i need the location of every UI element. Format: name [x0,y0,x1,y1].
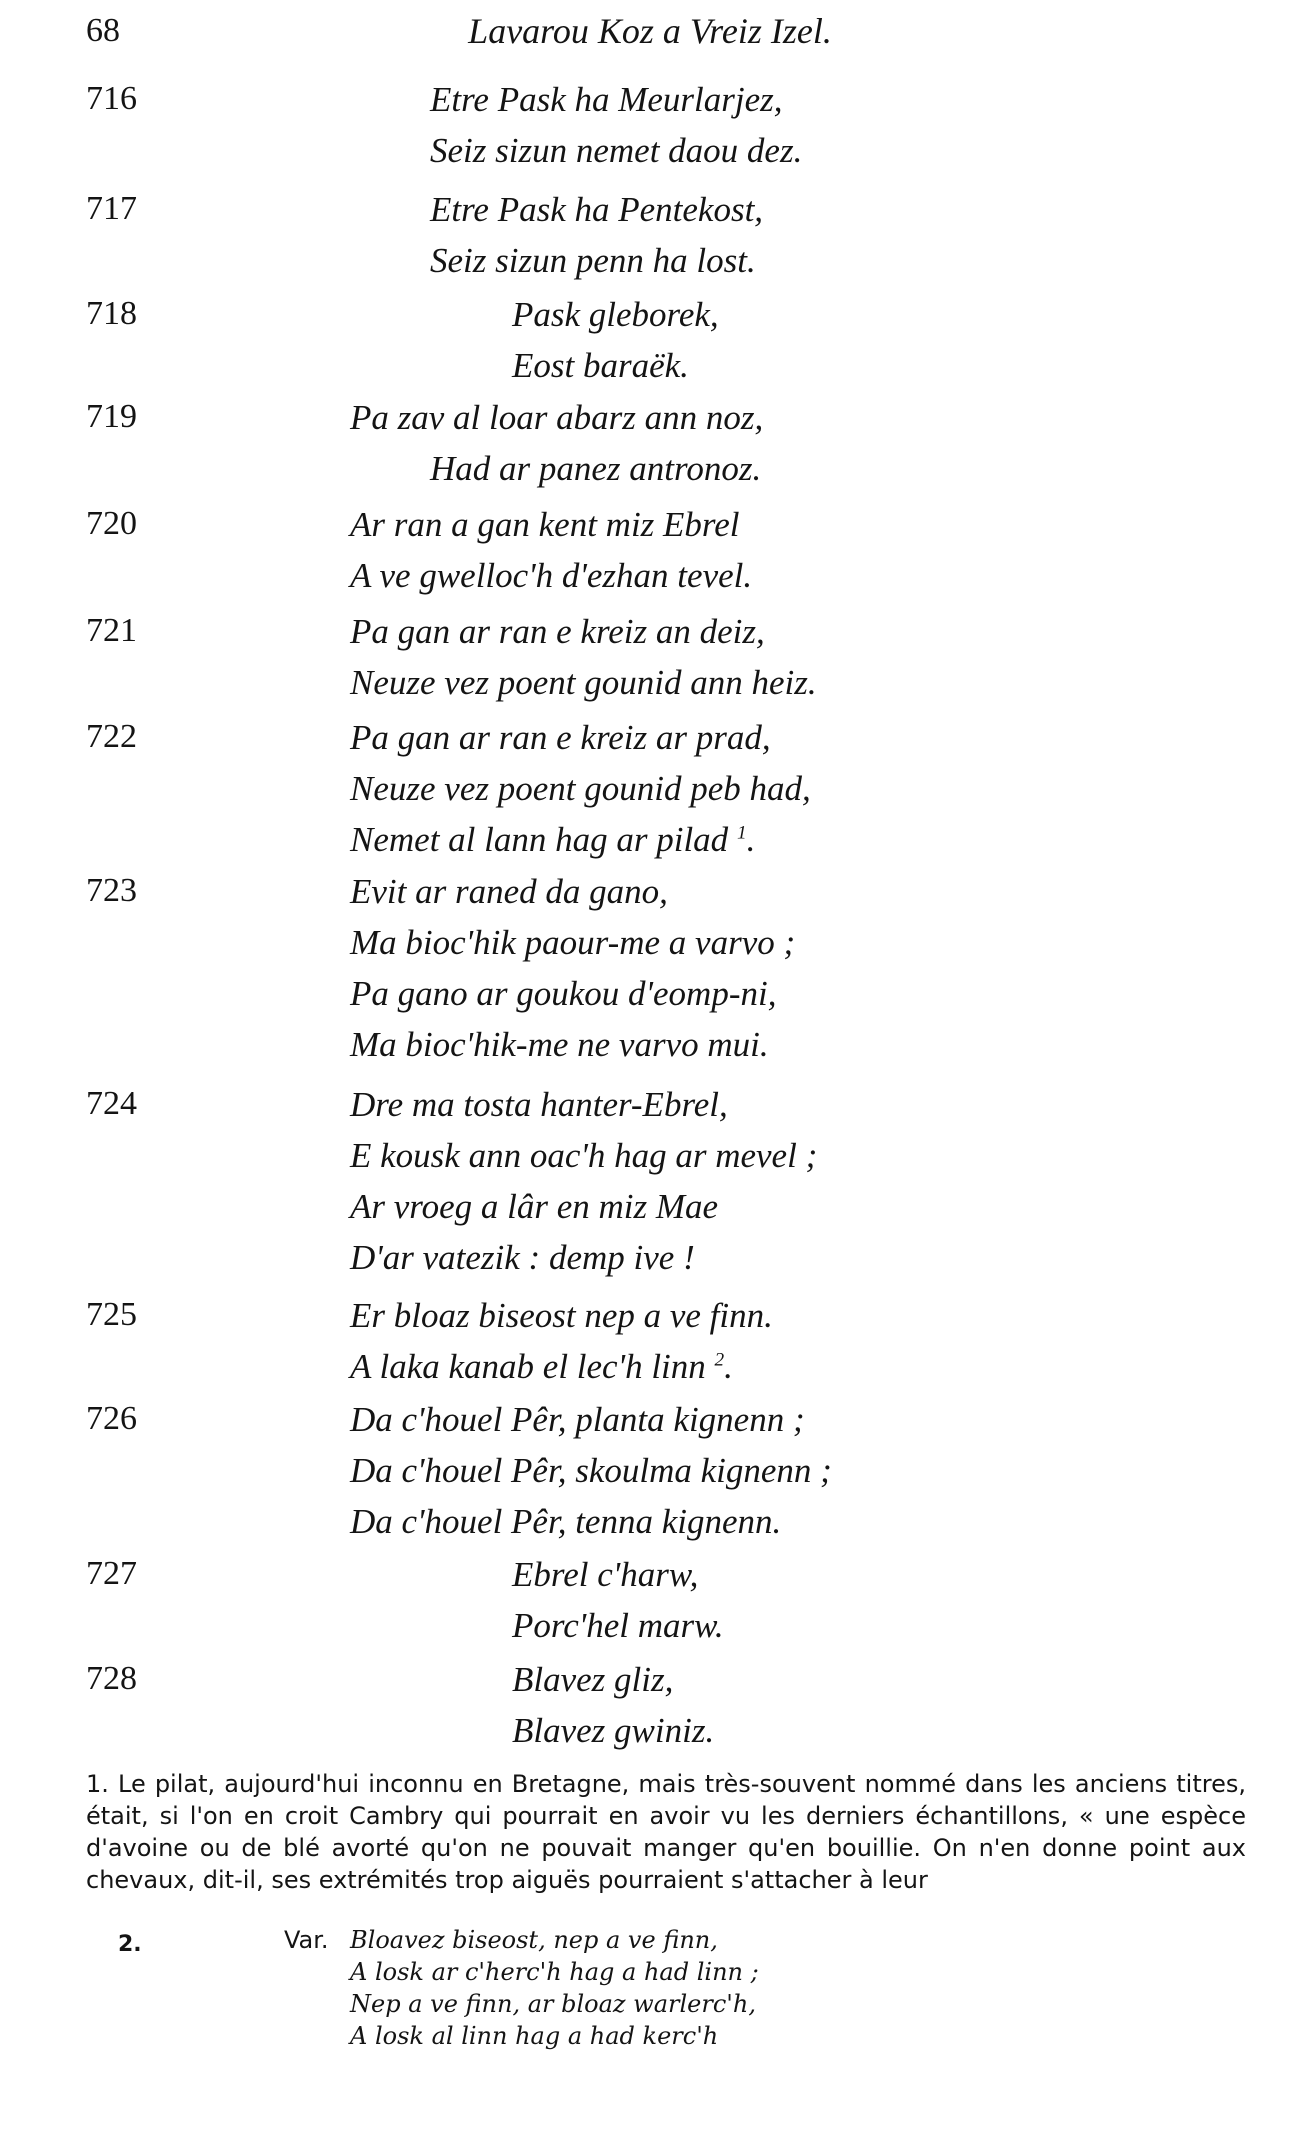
verse-line: Da c'houel Pêr, skoulma kignenn ; [350,1451,832,1490]
verse-line: Dre ma tosta hanter-Ebrel, [350,1085,728,1124]
proverb-number: 727 [86,1555,137,1592]
verse-line: Eost baraëk. [512,346,689,385]
verse-line: Da c'houel Pêr, tenna kignenn. [350,1502,782,1541]
footnote-mark: 1 [736,822,747,844]
verse-line: Seiz sizun penn ha lost. [430,241,756,280]
verse-line: Pa zav al loar abarz ann noz, [350,398,764,437]
verse-line: Pa gano ar goukou d'eomp-ni, [350,974,777,1013]
verse-line: Seiz sizun nemet daou dez. [430,131,803,170]
verse-line: Pask gleborek, [512,295,719,334]
verse-line: D'ar vatezik : demp ive ! [350,1238,695,1277]
page-number: 68 [86,12,120,49]
footnote-2-line: A losk al linn hag a had kerc'h [350,2022,719,2050]
proverb-number: 718 [86,295,137,332]
verse-line: Ar ran a gan kent miz Ebrel [350,505,740,544]
verse-line: Blavez gliz, [512,1660,674,1699]
proverb-number: 725 [86,1296,137,1333]
verse-line: A ve gwelloc'h d'ezhan tevel. [350,556,753,595]
footnote-2-number: 2. [118,1932,142,1957]
verse-line: Blavez gwiniz. [512,1711,715,1750]
verse-line: Da c'houel Pêr, planta kignenn ; [350,1400,805,1439]
verse-line: Etre Pask ha Pentekost, [430,190,764,229]
verse-line: Er bloaz biseost nep a ve finn. [350,1296,773,1335]
footnote-2-variant-label: Var. [284,1926,329,1954]
proverb-number: 724 [86,1085,137,1122]
proverb-number: 723 [86,872,137,909]
proverb-number: 726 [86,1400,137,1437]
proverb-number: 721 [86,612,137,649]
proverb-number: 716 [86,80,137,117]
verse-line: Neuze vez poent gounid ann heiz. [350,663,817,702]
verse-line: Pa gan ar ran e kreiz an deiz, [350,612,765,651]
verse-line: Evit ar raned da gano, [350,872,668,911]
verse-line: Porc'hel marw. [512,1606,724,1645]
proverb-number: 722 [86,718,137,755]
running-title: Lavarou Koz a Vreiz Izel. [468,11,832,51]
verse-line: Pa gan ar ran e kreiz ar prad, [350,718,771,757]
footnote-2-line: A losk ar c'herc'h hag a had linn ; [350,1958,759,1986]
verse-line: Nemet al lann hag ar pilad $^1$. [350,820,756,859]
verse-line: Ar vroeg a lâr en miz Mae [350,1187,719,1226]
verse-line: Neuze vez poent gounid peb had, [350,769,811,808]
verse-line: E kousk ann oac'h hag ar mevel ; [350,1136,818,1175]
verse-line: A laka kanab el lec'h linn $^2$. [350,1347,733,1386]
proverb-number: 717 [86,190,137,227]
footnote-mark: 2 [714,1349,725,1371]
proverb-number: 719 [86,398,137,435]
proverb-number: 720 [86,505,137,542]
footnote-2-line: Bloavez biseost, nep a ve finn, [350,1926,718,1954]
verse-line: Etre Pask ha Meurlarjez, [430,80,783,119]
verse-line: Ebrel c'harw, [512,1555,699,1594]
proverb-number: 728 [86,1660,137,1697]
verse-line: Ma bioc'hik-me ne varvo mui. [350,1025,769,1064]
verse-line: Ma bioc'hik paour-me a varvo ; [350,923,796,962]
verse-line: Had ar panez antronoz. [430,449,762,488]
footnote-2-line: Nep a ve finn, ar bloaz warlerc'h, [350,1990,756,2018]
footnote-1: 1. Le pilat, aujourd'hui inconnu en Bretagne, mais très-souvent nommé dans les anciens titres, était, si l'on en croit Cambry qui pourrait en avoir vu les derniers échantillons, « une espèce d'avoine ou de blé avorté qu'on ne pouvait manger qu'en bouillie. On n'en donne point aux chevaux, dit-il, ses extrémités trop aiguës pourraient s'attacher à leur [86,1770,1246,1894]
